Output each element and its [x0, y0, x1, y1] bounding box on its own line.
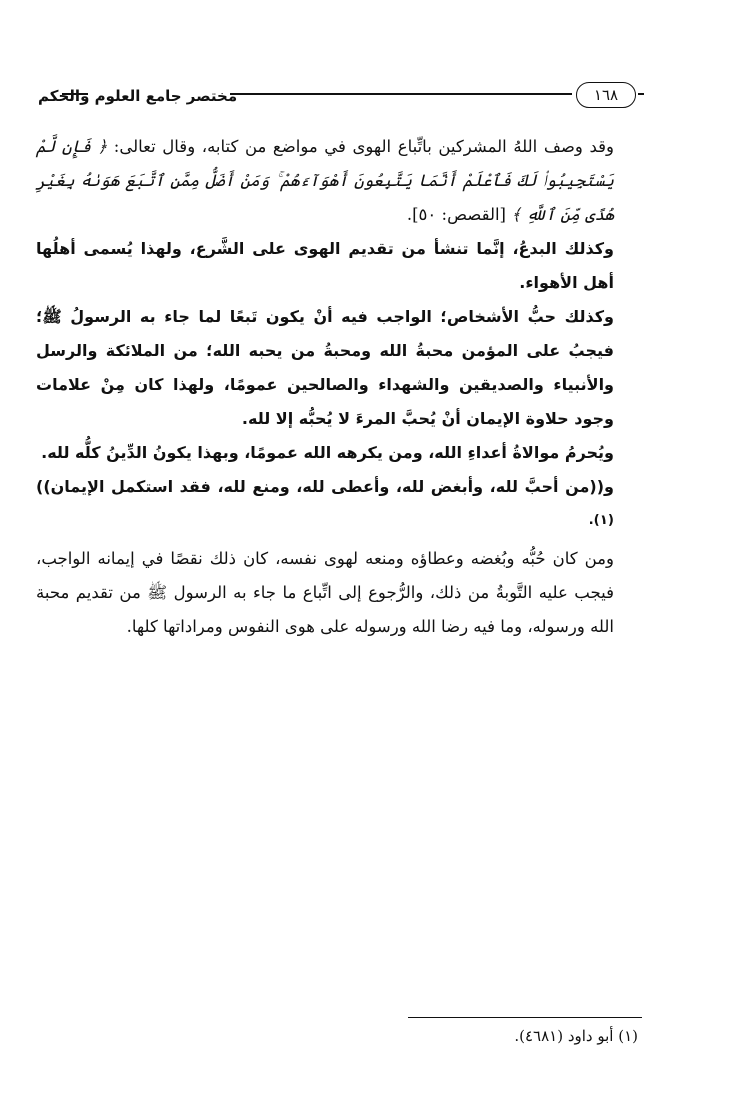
main-text: [36, 130, 640, 644]
verse-reference: [القصص: ٥٠].: [406, 205, 506, 224]
page-number: ١٦٨: [576, 82, 636, 108]
header-rule: [230, 93, 572, 95]
footnote: (١) أبو داود (٤٦٨١).: [514, 1027, 638, 1045]
header-dash-right: [638, 93, 644, 95]
footnote-marker: (١).: [588, 513, 614, 528]
paragraph-2: وكذلك البدعُ، إنَّما تنشأ من تقديم الهوى على الشَّرع، ولهذا يُسمى أهلُها أهل الأهواء.: [36, 239, 614, 292]
footnote-rule: [408, 1017, 642, 1018]
paragraph-1-text: وقد وصف اللهُ المشركين باتِّباع الهوى في مواضع من كتابه، وقال تعالى:: [113, 137, 614, 156]
running-header: [38, 80, 644, 116]
paragraph-5: [36, 470, 640, 542]
quran-verse: ﴿ فَإِن لَّمْ يَسْتَجِيبُوا۟ لَكَ فَٱعْلَمْ أَنَّمَا يَتَّبِعُونَ أَهْوَآءَهُمْ ۚ وَمَنْ أَضَلُّ مِمَّنِ ٱتَّبَعَ هَوَىٰهُ بِغَيْرِ هُدًى مِّنَ ٱللَّهِ ﴾: [36, 137, 614, 224]
hadith-text: و((من أحبَّ لله، وأبغض لله، وأعطى لله، ومنع لله، فقد استكمل الإيمان)): [36, 477, 614, 496]
header-dash-left: [62, 93, 88, 95]
paragraph-1: [36, 130, 640, 232]
paragraph-4: ويُحرمُ موالاةُ أعداءِ الله، ومن يكرهه الله عمومًا، وبهذا يكونُ الدِّينُ كلُّه لله.: [41, 443, 614, 462]
paragraph-3: وكذلك حبُّ الأشخاص؛ الواجب فيه أنْ يكون تَبعًا لما جاء به الرسولُ ﷺ؛ فيجبُ على المؤمن محبةُ الله ومحبةُ من يحبه الله؛ من الملائكة والرسل والأنبياء والصديقين والشهداء والصالحين عمومًا، ولهذا كان مِنْ علامات وجود حلاوة الإيمان أنْ يُحبَّ المرءَ لا يُحبُّه إلا لله.: [36, 307, 614, 428]
book-title: مختصر جامع العلوم والحكم: [38, 87, 238, 105]
paragraph-6: ومن كان حُبُّه وبُغضه وعطاؤه ومنعه لهوى نفسه، كان ذلك نقصًا في إيمانه الواجب، فيجب عليه التَّوبةُ من ذلك، والرُّجوع إلى اتِّباع ما جاء به الرسول ﷺ من تقديم محبة الله ورسوله، وما فيه رضا الله ورسوله على هوى النفوس ومراداتها كلها.: [36, 549, 614, 637]
